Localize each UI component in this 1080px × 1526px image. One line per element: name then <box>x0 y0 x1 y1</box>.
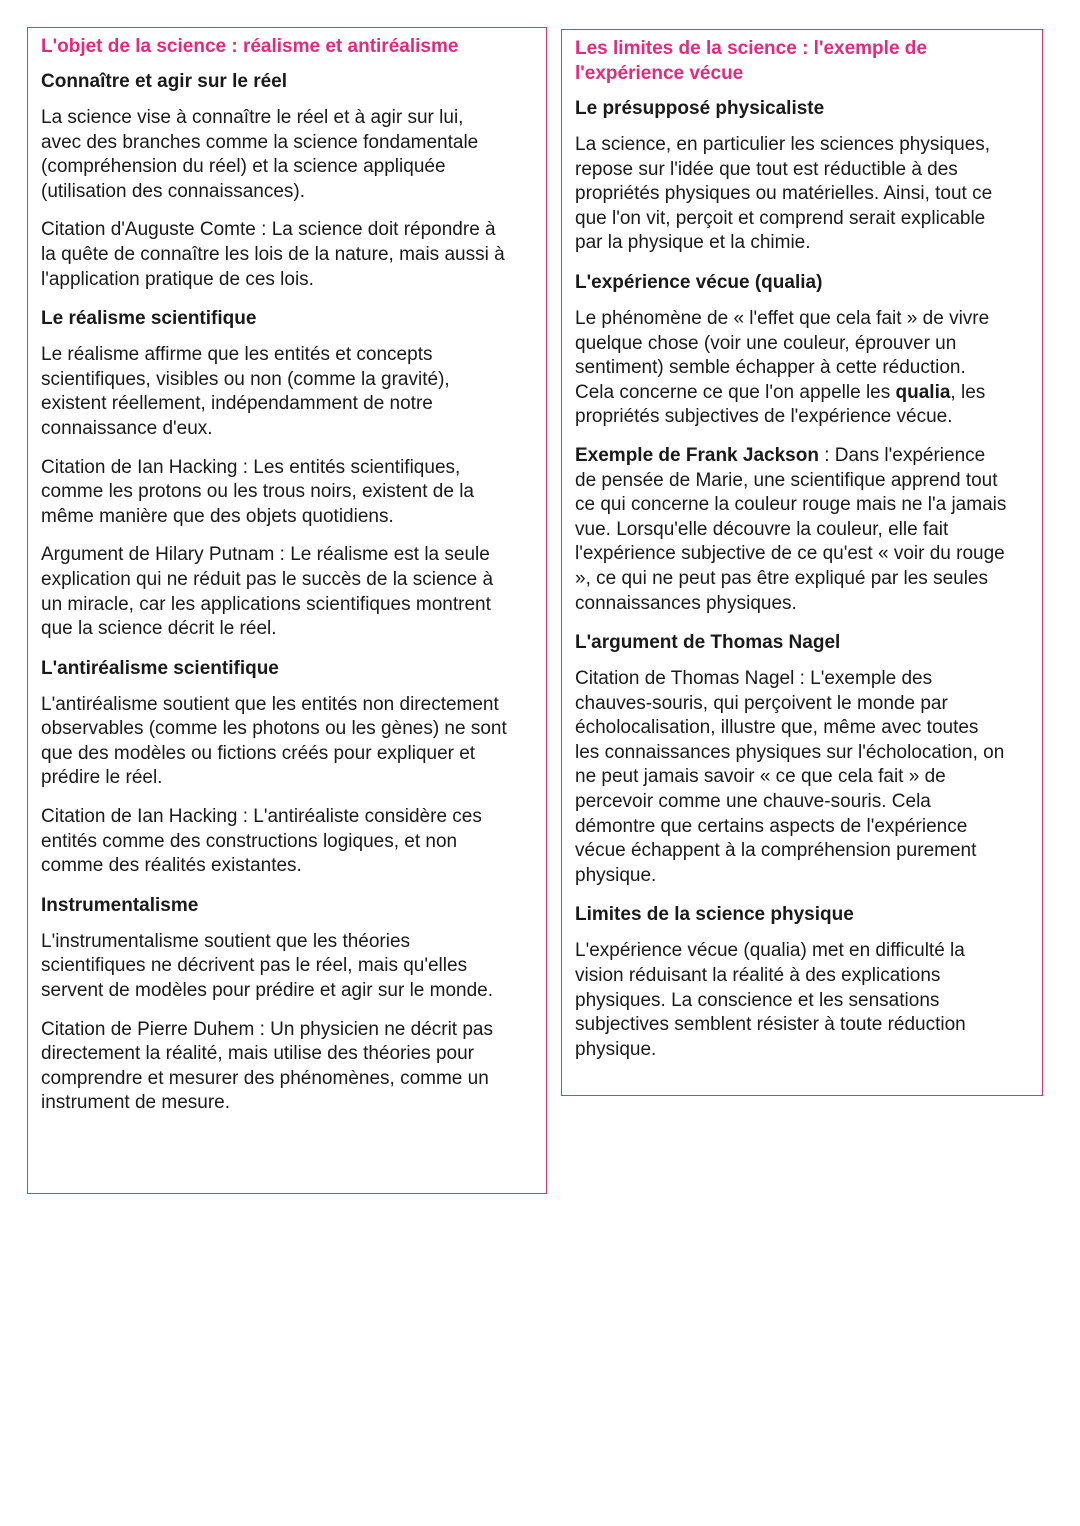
paragraph: Citation de Pierre Duhem : Un physicien ne décrit pas directement la réalité, mais utilise des théories pour comprendre et mesurer des phénomènes, comme un instrument de mesure. <box>41 1018 494 1114</box>
text: , les propriétés subjectives de l'expérience vécue. <box>575 381 986 428</box>
text: Le phénomène de « l'effet que cela fait » de vivre quelque chose (voir une couleur, éprouver un sentiment) semble échapper à cette réduction. Cela concerne ce que l'on appelle les <box>575 307 990 403</box>
heading: L'argument de Thomas Nagel <box>575 632 841 654</box>
paragraph: Le réalisme affirme que les entités et concepts scientifiques, visibles ou non (comme la gravité), existent réellement, indépendamment de notre connaissance d'eux. <box>41 344 450 439</box>
paragraph: L'antiréalisme soutient que les entités non directement observables (comme les photons ou les gènes) ne sont que des modèles ou fictions créés pour expliquer et prédire le réel. <box>41 693 507 789</box>
paragraph: Citation de Thomas Nagel : L'exemple des chauves-souris, qui perçoivent le monde par écholocalisation, illustre que, même avec toutes les connaissances physiques sur l'écholocation, on ne peut jamais savoir « ce que cela fait » de percevoir comme une chauve-souris. Cela démontre que certains aspects de l'expérience vécue échappent à la compréhension purement physique. <box>575 668 1005 886</box>
heading: Connaître et agir sur le réel <box>41 71 288 92</box>
heading: L'expérience vécue (qualia) <box>575 271 823 293</box>
paragraph: L'instrumentalisme soutient que les théories scientifiques ne décrivent pas le réel, mais qu'elles servent de modèles pour prédire et agir sur le monde. <box>41 930 494 1002</box>
paragraph: La science vise à connaître le réel et à agir sur lui, avec des branches comme la science fondamentale (compréhension du réel) et la science appliquée (utilisation des connaissances). <box>41 107 479 202</box>
paragraph <box>575 444 1029 616</box>
paragraph: Citation de Ian Hacking : Les entités scientifiques, comme les protons ou les trous noirs, existent de la même manière que des objets quotidiens. <box>41 456 474 527</box>
section-title: Les limites de la science : l'exemple de l'expérience vécue <box>575 38 927 84</box>
heading: Instrumentalisme <box>41 894 199 916</box>
paragraph: Citation de Ian Hacking : L'antiréaliste considère ces entités comme des constructions logiques, et non comme des réalités existantes. <box>41 806 482 877</box>
bold-term: qualia <box>895 381 951 403</box>
heading: Le réalisme scientifique <box>41 308 257 330</box>
paragraph: La science, en particulier les sciences physiques, repose sur l'idée que tout est réductible à des propriétés physiques ou matérielles. Ainsi, tout ce que l'on vit, perçoit et comprend serait explicable par la physique et la chimie. <box>575 134 993 254</box>
paragraph: L'expérience vécue (qualia) met en difficulté la vision réduisant la réalité à des explications physiques. La conscience et les sensations subjectives semblent résister à toute réduction physique. <box>575 940 966 1060</box>
heading: Le présupposé physicaliste <box>575 98 825 119</box>
paragraph: Citation d'Auguste Comte : La science doit répondre à la quête de connaître les lois de la nature, mais aussi à l'application pratique de ces lois. <box>41 219 505 290</box>
bold-term: Exemple de Frank Jackson <box>575 444 819 466</box>
section-title: L'objet de la science : réalisme et antiréalisme <box>41 36 459 57</box>
right-section-box <box>561 29 1043 1096</box>
heading: L'antiréalisme scientifique <box>41 657 279 679</box>
left-section-box <box>27 27 547 1194</box>
paragraph: Argument de Hilary Putnam : Le réalisme est la seule explication qui ne réduit pas le succès de la science à un miracle, car les applications scientifiques montrent que la science décrit le réel. <box>41 544 494 640</box>
paragraph <box>575 307 1029 430</box>
heading: Limites de la science physique <box>575 904 854 926</box>
text: : Dans l'expérience de pensée de Marie, une scientifique apprend tout ce qui concerne la couleur rouge mais ne l'a jamais vue. Lorsqu'elle découvre la couleur, elle fait l'expérience subjective de ce qu'est « voir du rouge », ce qui ne peut pas être expliqué par les seules connaissances physiques. <box>575 444 1007 614</box>
